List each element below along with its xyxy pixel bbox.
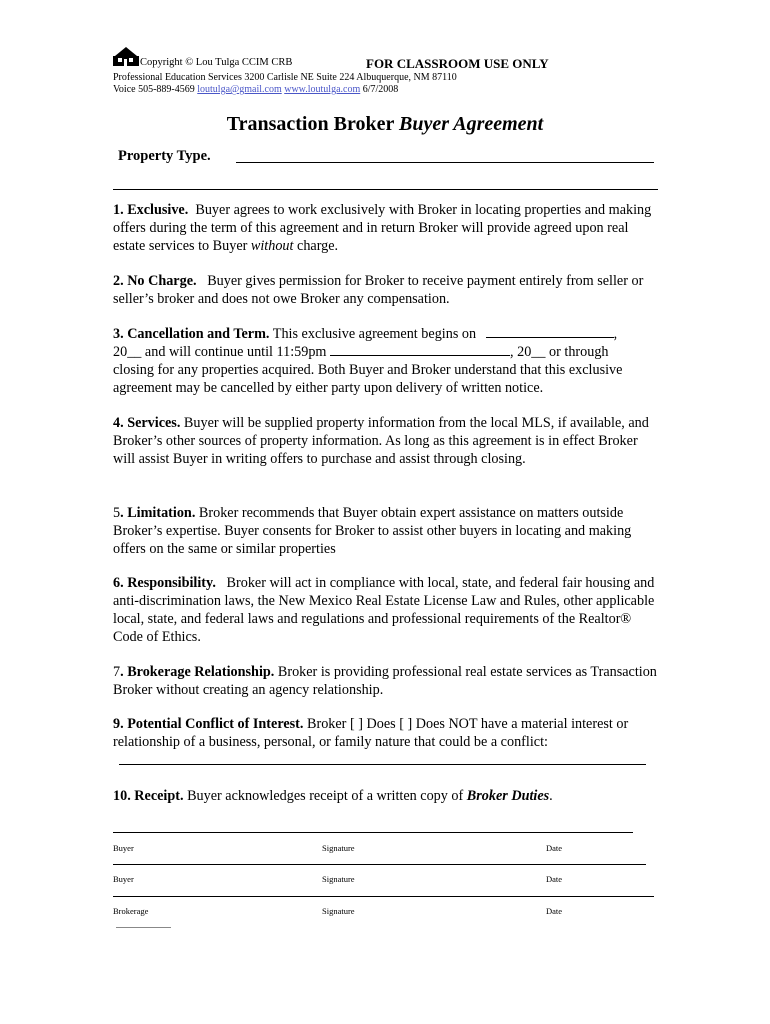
email-link[interactable]: loutulga@gmail.com xyxy=(197,84,282,95)
section-exclusive: 1. Exclusive. Buyer agrees to work exclusively with Broker in locating properties and making offers during the term of this agreement and in return Broker will provide agreed upon real estate services to Buyer without charge. xyxy=(113,202,652,254)
brokerage-signature-line[interactable] xyxy=(113,896,654,897)
buyer-2-label: Buyer xyxy=(113,874,134,884)
conflict-explanation-field[interactable] xyxy=(119,764,646,765)
website-link[interactable]: www.loutulga.com xyxy=(284,84,361,95)
section-brokerage-relationship: 7. Brokerage Relationship. Broker is providing professional real estate services as Transaction Broker without creating an agency relationship. xyxy=(113,664,657,698)
house-logo-icon xyxy=(113,47,139,66)
property-type-field[interactable] xyxy=(236,162,654,163)
buyer-1-signature-line[interactable] xyxy=(113,832,633,833)
address-line: Professional Education Services 3200 Carlisle NE Suite 224 Albuquerque, NM 87110 xyxy=(113,72,457,83)
section-no-charge: 2. No Charge. Buyer gives permission for Broker to receive payment entirely from seller or seller’s broker and does not owe Broker any compensation. xyxy=(113,273,644,307)
section-receipt: 10. Receipt. Buyer acknowledges receipt of a written copy of Broker Duties. xyxy=(113,788,553,804)
buyer-2-signature-label: Signature xyxy=(322,874,355,884)
end-date-field[interactable] xyxy=(330,343,510,356)
brokerage-signature-label: Signature xyxy=(322,906,355,916)
section-services: 4. Services. Buyer will be supplied property information from the local MLS, if available, and Broker’s other sources of property information. As long as this agreement is in effect Broker will assist Buyer in writing offers to purchase and assist through closing. xyxy=(113,415,649,467)
property-type-field-2[interactable] xyxy=(113,189,658,190)
contact-line xyxy=(113,84,398,96)
title-italic: Buyer Agreement xyxy=(398,113,544,135)
buyer-1-label: Buyer xyxy=(113,843,134,853)
buyer-2-date-label: Date xyxy=(546,874,563,884)
buyer-1-date-label: Date xyxy=(546,843,563,853)
brokerage-label: Brokerage xyxy=(113,906,149,916)
section-responsibility: 6. Responsibility. Broker will act in compliance with local, state, and federal fair housing and anti-discrimination laws, the New Mexico Real Estate License Law and Rules, other applicable local, state, and federal laws and regulations and professional requirements of the Realtor® Code of Ethics. xyxy=(113,575,655,645)
buyer-2-signature-line[interactable] xyxy=(113,864,646,865)
voice-number: Voice 505-889-4569 xyxy=(113,84,195,95)
header-date: 6/7/2008 xyxy=(362,84,399,95)
copyright-line: Copyright © Lou Tulga CCIM CRB xyxy=(140,57,293,68)
begin-date-field[interactable] xyxy=(486,325,614,338)
property-type-label: Property Type. xyxy=(118,148,211,164)
section-conflict-of-interest: 9. Potential Conflict of Interest. Broker [ ] Does [ ] Does NOT have a material interest or relationship of a business, personal, or family nature that could be a conflict: xyxy=(113,716,629,750)
section-limitation: 5. Limitation. Broker recommends that Buyer obtain expert assistance on matters outside Broker’s expertise. Buyer consents for Broker to assist other buyers in locating and making offers on the same or similar properties xyxy=(113,505,632,557)
buyer-1-signature-label: Signature xyxy=(322,843,355,853)
classroom-notice: FOR CLASSROOM USE ONLY xyxy=(366,56,549,71)
brokerage-short-line xyxy=(116,927,171,928)
section-cancellation: 3. Cancellation and Term. This exclusive agreement begins on , 20__ and will continue until 11:59pm , 20__ or through closing for any properties acquired. Both Buyer and Broker understand that this exclusive agreement may be cancelled by either party upon delivery of written notice. xyxy=(113,326,623,396)
page-title: Transaction Broker Buyer Agreement xyxy=(226,113,544,135)
brokerage-date-label: Date xyxy=(546,906,563,916)
